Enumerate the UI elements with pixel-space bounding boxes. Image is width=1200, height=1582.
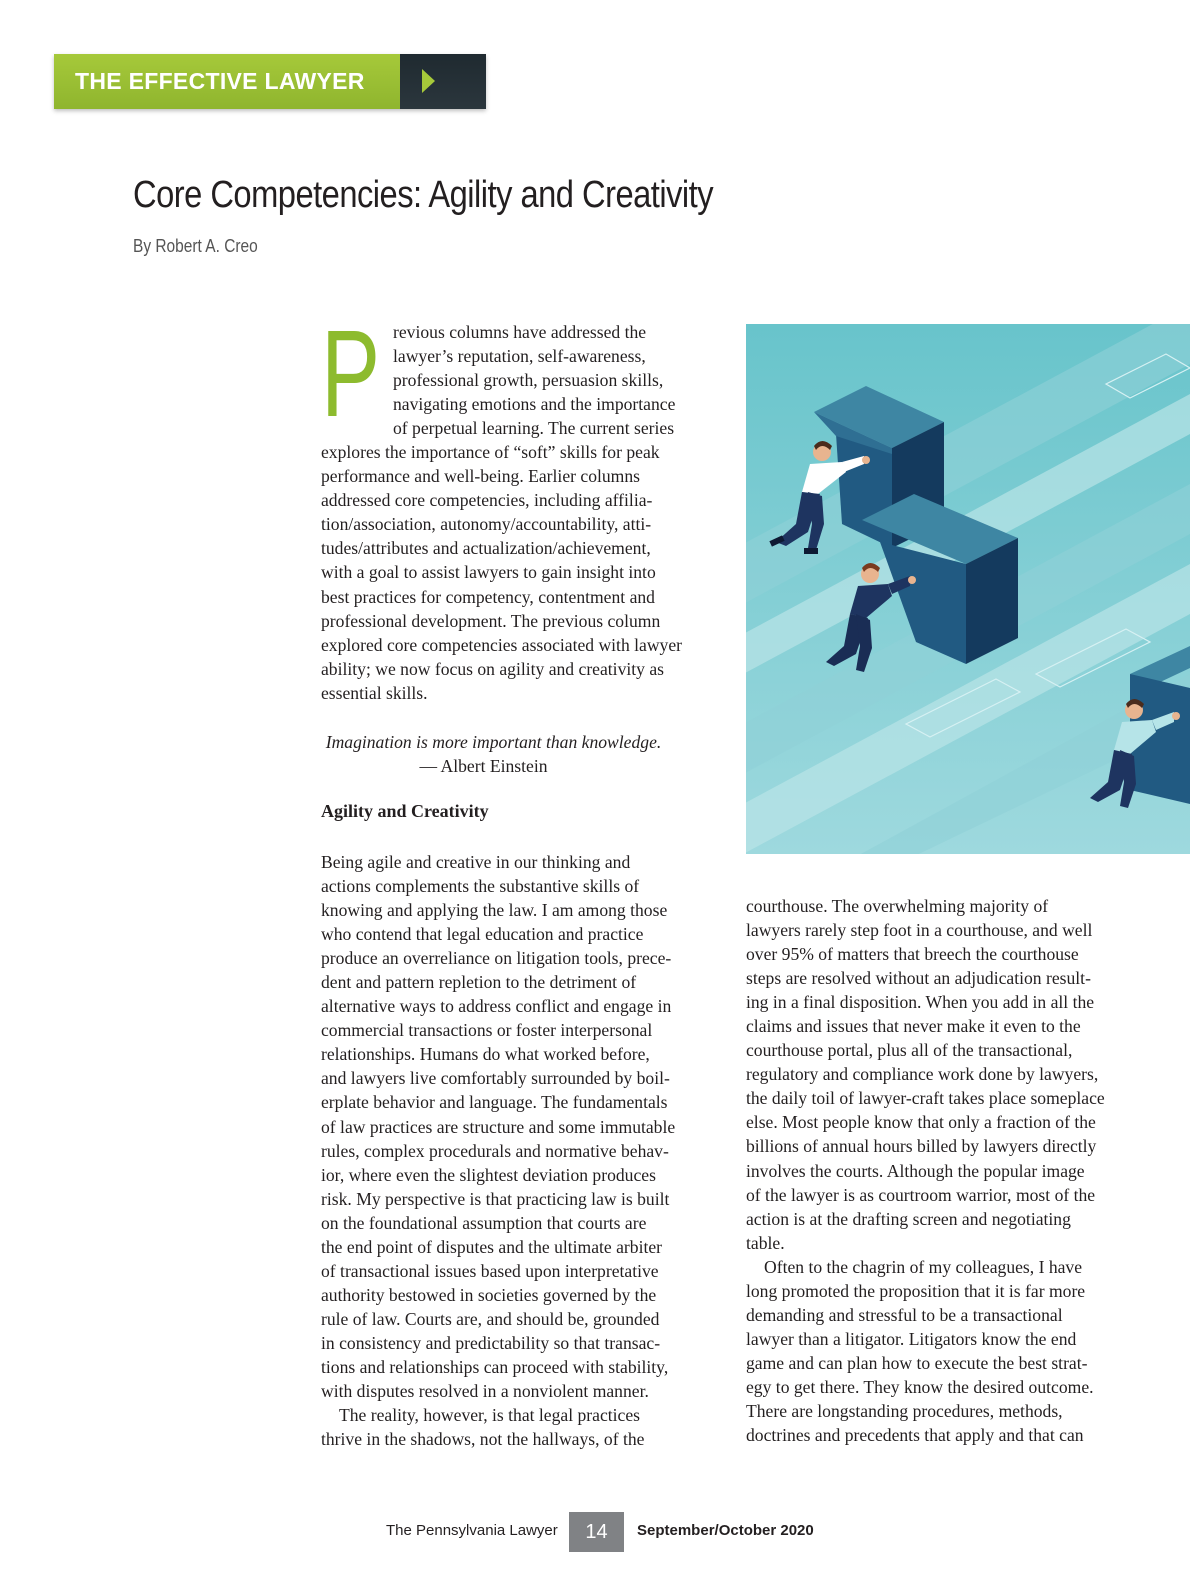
text-line: erplate behavior and language. The fundamentals bbox=[321, 1092, 668, 1113]
text-line: steps are resolved without an adjudication result- bbox=[746, 968, 1091, 989]
right-column-body bbox=[746, 894, 1141, 1447]
text-line: ior, where even the slightest deviation produces bbox=[321, 1164, 656, 1185]
section-banner-arrow-box bbox=[400, 54, 486, 109]
epigraph-text: Imagination is more important than knowledge. bbox=[325, 732, 662, 752]
text-line: action is at the drafting screen and negotiating bbox=[746, 1208, 1071, 1229]
text-line: professional development. The previous column bbox=[321, 610, 661, 631]
text-line: with disputes resolved in a nonviolent manner. bbox=[321, 1381, 649, 1402]
text-line: long promoted the proposition that it is far more bbox=[746, 1280, 1086, 1301]
text-line: explored core competencies associated with lawyer bbox=[321, 634, 683, 655]
text-line: regulatory and compliance work done by lawyers, bbox=[746, 1064, 1099, 1085]
footer-publication: The Pennsylvania Lawyer bbox=[386, 1522, 558, 1539]
text-line: rule of law. Courts are, and should be, grounded bbox=[321, 1308, 660, 1329]
text-line: relationships. Humans do what worked before, bbox=[321, 1044, 650, 1065]
text-line: ability; we now focus on agility and creativity as bbox=[321, 658, 664, 679]
chevron-right-icon bbox=[422, 69, 435, 93]
text-line: There are longstanding procedures, methods, bbox=[746, 1400, 1063, 1421]
text-line: dent and pattern repletion to the detriment of bbox=[321, 972, 637, 993]
text-line: lawyers rarely step foot in a courthouse, and well bbox=[746, 920, 1093, 941]
text-line: tions and relationships can proceed with stability, bbox=[321, 1356, 669, 1377]
text-line: thrive in the shadows, not the hallways, of the bbox=[321, 1429, 645, 1450]
left-column-body bbox=[321, 850, 716, 1451]
section-banner bbox=[54, 54, 486, 109]
epigraph bbox=[321, 730, 716, 778]
section-heading: Agility and Creativity bbox=[321, 801, 489, 821]
text-line: actions complements the substantive skills of bbox=[321, 876, 640, 897]
section-banner-label: THE EFFECTIVE LAWYER bbox=[54, 54, 400, 109]
text-line: the daily toil of lawyer-craft takes place someplace bbox=[746, 1088, 1105, 1109]
text-line: of transactional issues based upon interpretative bbox=[321, 1260, 659, 1281]
text-line: on the foundational assumption that courts are bbox=[321, 1212, 647, 1233]
page-number: 14 bbox=[569, 1512, 624, 1552]
text-line: ing in a final disposition. When you add in all the bbox=[746, 992, 1095, 1013]
drop-cap: P bbox=[321, 306, 381, 443]
text-line: lawyer than a litigator. Litigators know the end bbox=[746, 1328, 1077, 1349]
epigraph-author: — Albert Einstein bbox=[419, 756, 548, 777]
text-line: demanding and stressful to be a transactional bbox=[746, 1304, 1063, 1325]
text-line: the end point of disputes and the ultimate arbiter bbox=[321, 1236, 663, 1257]
text-line: claims and issues that never make it even to the bbox=[746, 1016, 1081, 1037]
text-line: over 95% of matters that breech the courthouse bbox=[746, 944, 1079, 965]
text-line: who contend that legal education and practice bbox=[321, 924, 644, 945]
intro-paragraph bbox=[321, 320, 716, 705]
text-line: table. bbox=[746, 1232, 785, 1253]
footer-issue: September/October 2020 bbox=[637, 1522, 814, 1539]
text-line: explores the importance of “soft” skills for peak bbox=[321, 442, 660, 463]
text-line: best practices for competency, contentment and bbox=[321, 586, 655, 607]
text-line: courthouse portal, plus all of the transactional, bbox=[746, 1040, 1073, 1061]
text-line: with a goal to assist lawyers to gain insight into bbox=[321, 562, 656, 583]
text-line: tion/association, autonomy/accountability, atti- bbox=[321, 514, 652, 535]
text-line: egy to get there. They know the desired outcome. bbox=[746, 1376, 1094, 1397]
text-line: else. Most people know that only a fraction of the bbox=[746, 1112, 1096, 1133]
text-line: billions of annual hours billed by lawyers directly bbox=[746, 1136, 1097, 1157]
article-title: Core Competencies: Agility and Creativity bbox=[133, 174, 714, 216]
text-line: of law practices are structure and some immutable bbox=[321, 1116, 676, 1137]
text-line: revious columns have addressed the bbox=[393, 322, 647, 342]
text-line: The reality, however, is that legal practices bbox=[339, 1405, 641, 1426]
text-line: lawyer’s reputation, self-awareness, bbox=[393, 346, 646, 367]
text-line: professional growth, persuasion skills, bbox=[393, 370, 664, 391]
text-line: alternative ways to address conflict and engage in bbox=[321, 996, 672, 1017]
businessmen-pushing-cubes-illustration bbox=[746, 324, 1190, 854]
text-line: Often to the chagrin of my colleagues, I have bbox=[764, 1256, 1083, 1277]
text-line: risk. My perspective is that practicing law is built bbox=[321, 1188, 670, 1209]
article-byline: By Robert A. Creo bbox=[133, 236, 258, 256]
text-line: game and can plan how to execute the best strat- bbox=[746, 1352, 1088, 1373]
text-line: of perpetual learning. The current series bbox=[393, 418, 675, 439]
text-line: produce an overreliance on litigation tools, prece- bbox=[321, 948, 672, 969]
text-line: essential skills. bbox=[321, 682, 428, 703]
text-line: knowing and applying the law. I am among those bbox=[321, 900, 668, 921]
text-line: navigating emotions and the importance bbox=[393, 394, 676, 415]
text-line: courthouse. The overwhelming majority of bbox=[746, 896, 1049, 916]
text-line: and lawyers live comfortably surrounded by boil- bbox=[321, 1068, 670, 1089]
text-line: authority bestowed in societies governed by the bbox=[321, 1284, 657, 1305]
text-line: doctrines and precedents that apply and that can bbox=[746, 1425, 1084, 1446]
text-line: of the lawyer is as courtroom warrior, most of the bbox=[746, 1184, 1096, 1205]
text-line: tudes/attributes and actualization/achievement, bbox=[321, 538, 651, 559]
text-line: Being agile and creative in our thinking and bbox=[321, 852, 631, 872]
text-line: in consistency and predictability so that transac- bbox=[321, 1332, 661, 1353]
text-line: rules, complex procedurals and normative behav- bbox=[321, 1140, 669, 1161]
text-line: performance and well-being. Earlier columns bbox=[321, 466, 640, 487]
text-line: commercial transactions or foster interpersonal bbox=[321, 1020, 653, 1041]
text-line: addressed core competencies, including affilia- bbox=[321, 490, 653, 511]
text-line: involves the courts. Although the popular image bbox=[746, 1160, 1085, 1181]
